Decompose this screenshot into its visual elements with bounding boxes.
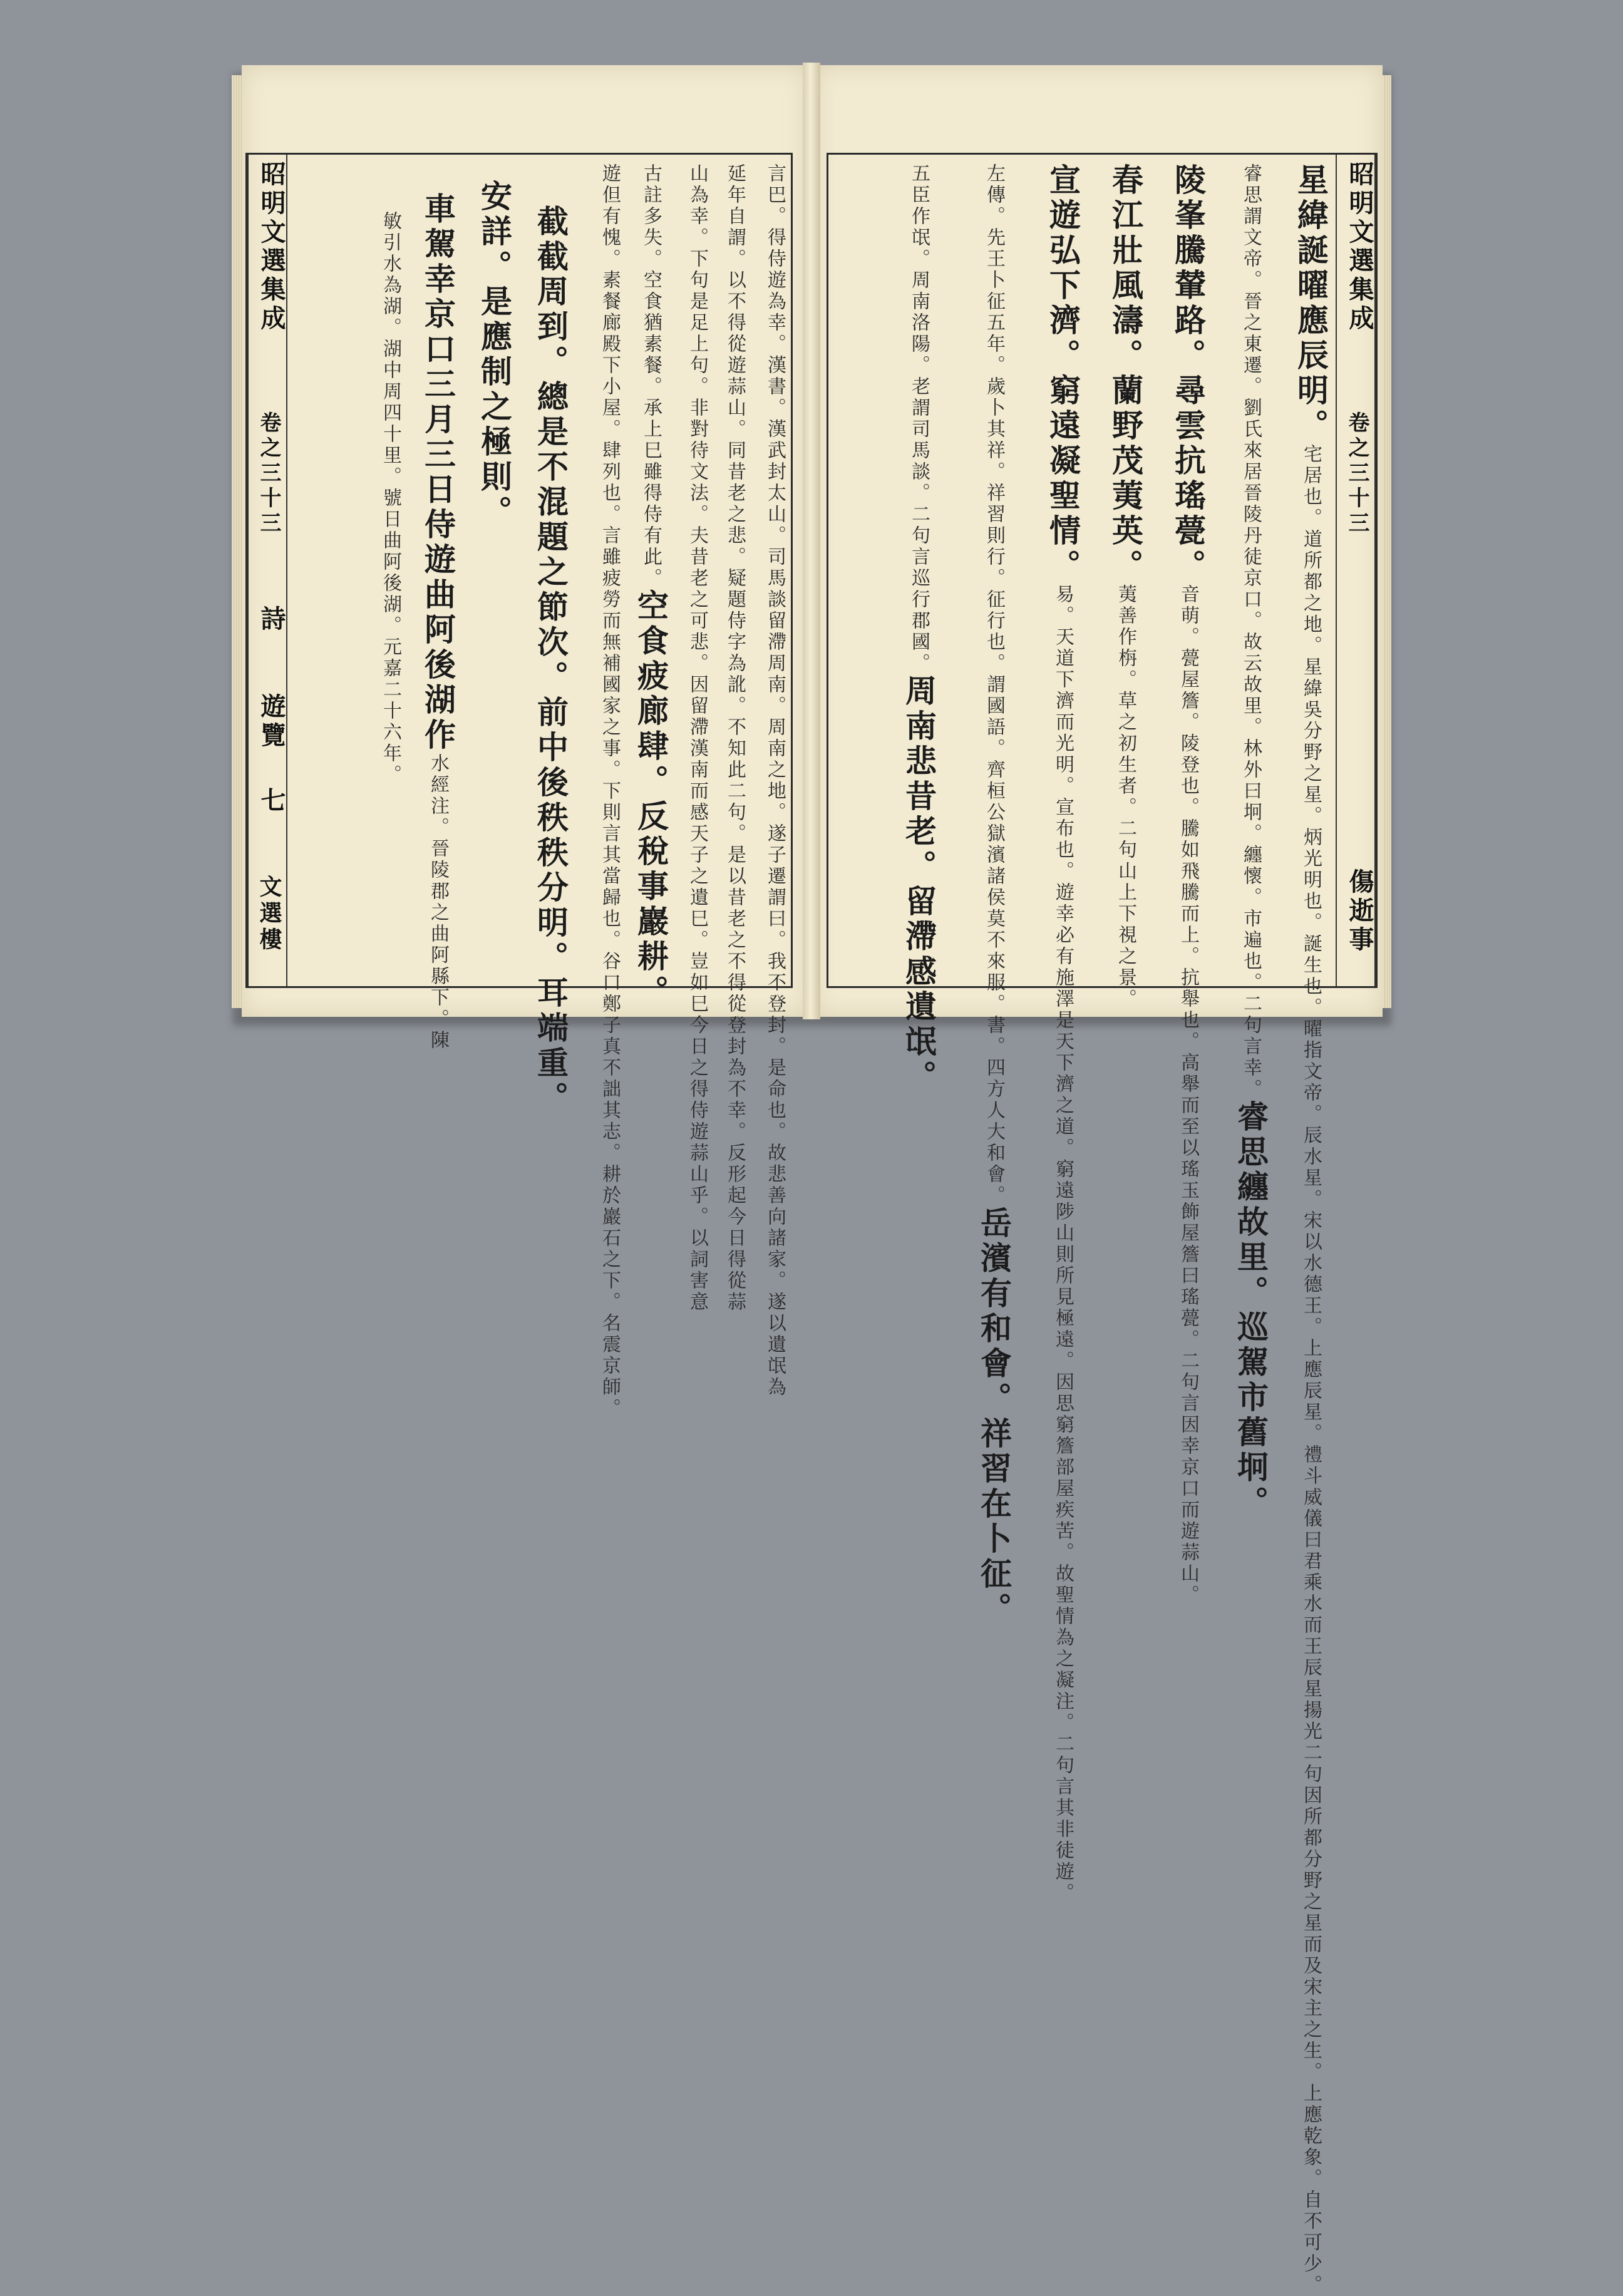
text-column-4: 春江壯風濤。蘭野茂荑英。荑善作栴。草之初生者。二句山上下視之景。	[1107, 163, 1144, 1010]
right-page-margin	[1336, 155, 1376, 986]
text-column-1: 言巴。得侍遊為幸。漢書。漢武封太山。司馬談留滯周南。周南之地。遂子遷謂曰。我不登封。是命也。故悲善向諸家。遂以遺氓為	[764, 163, 786, 1398]
text-column-4: 古註多失。空食猶素餐。承上巳雖得侍有此。空食疲廊肆。反稅事巖耕。	[632, 163, 669, 1010]
text-column-7: 安詳。是應制之極則。	[476, 180, 513, 530]
margin-right-label: 傷逝事	[1345, 868, 1374, 955]
text-column-8: 車駕幸京口三月三日侍遊曲阿後湖作水經注。晉陵郡之曲阿縣下。陳	[420, 192, 456, 1051]
text-column-6: 左傳。先王卜征五年。歲卜其祥。祥習則行。征行也。謂國語。齊桓公獄濱諸侯莫不來服。書。四方人大和會。岳濱有和會。祥習在卜征。	[976, 163, 1012, 1627]
margin-chapter: 卷之三十三	[256, 411, 281, 537]
text-column-2: 睿思謂文帝。晉之東遷。劉氏來居晉陵丹徒京口。故云故里。林外曰坰。纏懷。市遍也。二句言幸。睿思纏故里。巡駕市舊坰。	[1232, 163, 1269, 1521]
text-column-3: 山為幸。下句是足上句。非對待文法。夫昔老之可悲。因留滯漢南而感天子之遺巳。豈如巳今日之得侍遊蒜山乎。以詞害意	[686, 163, 708, 1313]
left-page-margin	[247, 155, 287, 986]
text-column-7: 五臣作氓。周南洛陽。老謂司馬談。二句言巡行郡國。周南悲昔老。留滯感遺氓。	[900, 163, 937, 1095]
book-spine	[803, 63, 820, 1019]
text-column-1: 星緯誕曜應辰明。宅居也。道所都之地。星緯吳分野之星。炳光明也。誕生也。曜指文帝。辰水星。宋以水德王。上應辰星。禮斗威儀曰君乘水而王辰星揚光二句因所都分野之星而及宋主之生。上應乾象。自不可少。	[1292, 163, 1329, 2296]
text-column-6: 截截周到。總是不混題之節次。前中後秩秩分明。耳端重。	[532, 205, 569, 1116]
margin-chapter: 卷之三十三	[1344, 411, 1369, 537]
text-column-2: 延年自謂。以不得從遊蒜山。同昔老之悲。疑題侍字為訛。不知此二句。是以昔老之不得從登封為不幸。反形起今日得從蒜	[724, 163, 746, 1313]
margin-topic: 遊覽	[257, 693, 286, 751]
text-column-3: 陵峯騰輦路。尋雲抗瑤甍。音萌。甍屋簷。陵登也。騰如飛騰而上。抗舉也。高舉而至以瑤玉飾屋簷曰瑤甍。二句言因幸京口而遊蒜山。	[1170, 163, 1207, 1606]
left-page-frame	[245, 153, 793, 1419]
margin-section: 詩	[257, 605, 286, 634]
text-column-5: 遊但有愧。素餐廊殿下小屋。肆列也。言雖疲勞而無補國家之事。下則言其當歸也。谷口鄭子真不詘其志。耕於巖石之下。名震京師。	[599, 163, 621, 1419]
margin-book-title: 昭明文選集成	[1345, 161, 1374, 334]
text-column-5: 宣遊弘下濟。窮遠凝聖情。易。天道下濟而光明。宣布也。遊幸必有施澤是天下濟之道。窮遠陟山則所見極遠。因思窮簷部屋疾苦。故聖情為之凝注。二句言其非徒遊。	[1044, 163, 1081, 1904]
margin-folio: 七	[257, 787, 286, 816]
right-page-frame	[827, 153, 1378, 2296]
text-column-9: 敏引水為湖。湖中周四十里。號日曲阿後湖。元嘉二十六年。	[379, 211, 401, 786]
margin-publisher: 文選樓	[256, 875, 282, 954]
margin-book-title: 昭明文選集成	[257, 161, 286, 334]
